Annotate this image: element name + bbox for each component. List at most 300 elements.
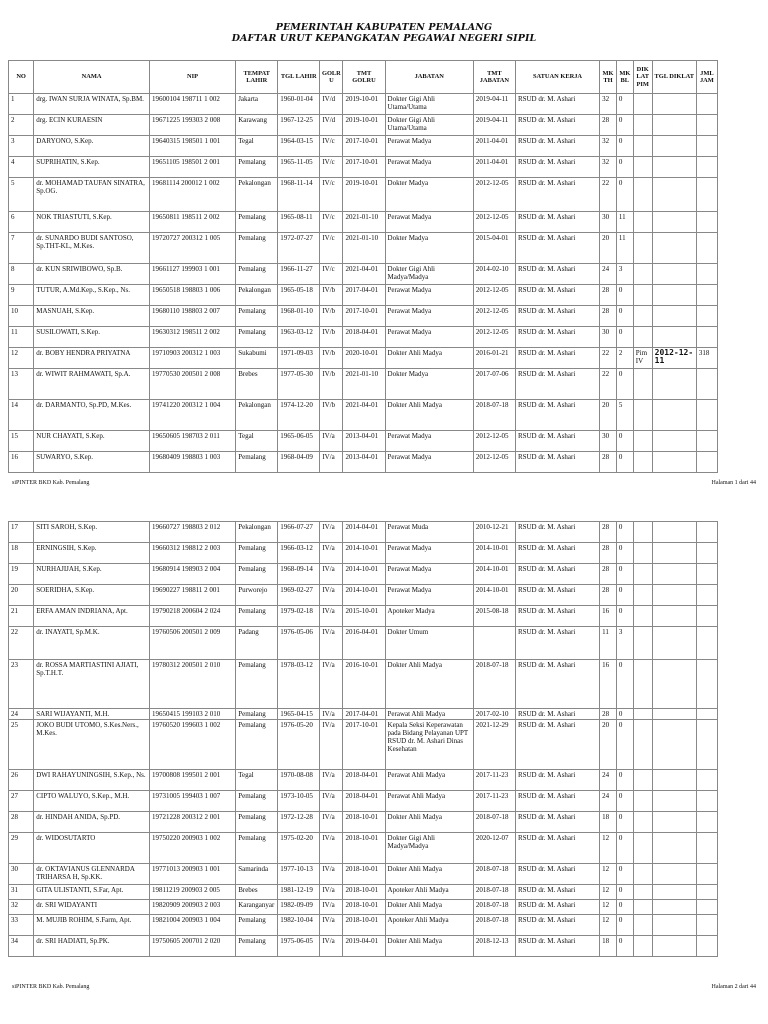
cell-mk-bl: 0 — [616, 585, 633, 606]
cell-tgl-lahir: 1982-10-04 — [278, 915, 320, 936]
cell-golru: IV/a — [320, 564, 343, 585]
cell-tgl-diklat — [652, 812, 696, 833]
cell-nip: 19651105 198501 2 001 — [149, 157, 235, 178]
cell-satuan-kerja: RSUD dr. M. Ashari — [515, 936, 599, 957]
cell-tgl-lahir: 1963-03-12 — [278, 327, 320, 348]
table-row — [9, 885, 718, 900]
cell-tgl-diklat — [652, 936, 696, 957]
cell-mk-th: 20 — [600, 233, 617, 264]
cell-tempat-lahir: Pemalang — [236, 327, 278, 348]
cell-tmt-golru: 2021-04-01 — [343, 264, 385, 285]
cell-nip: 19630312 198511 2 002 — [149, 327, 235, 348]
cell-tmt-golru: 2018-10-01 — [343, 812, 385, 833]
employee-table-page-1 — [8, 60, 718, 473]
table-row — [9, 233, 718, 264]
cell-tgl-diklat — [652, 233, 696, 264]
cell-tmt-jabatan: 2011-04-01 — [473, 157, 515, 178]
cell-tmt-golru: 2018-10-01 — [343, 915, 385, 936]
cell-tgl-lahir: 1964-03-15 — [278, 136, 320, 157]
cell-no: 18 — [9, 543, 34, 564]
table-row — [9, 306, 718, 327]
cell-tempat-lahir: Karawang — [236, 115, 278, 136]
cell-nip: 19650518 198803 1 006 — [149, 285, 235, 306]
cell-satuan-kerja: RSUD dr. M. Ashari — [515, 327, 599, 348]
cell-tgl-lahir: 1974-12-20 — [278, 400, 320, 431]
cell-no: 33 — [9, 915, 34, 936]
cell-no: 13 — [9, 369, 34, 400]
cell-no: 32 — [9, 900, 34, 915]
col-nama: NAMA — [34, 61, 150, 94]
cell-jml-jam — [696, 233, 717, 264]
cell-jml-jam — [696, 720, 717, 770]
cell-golru: IV/a — [320, 660, 343, 709]
cell-diklat-pim — [633, 709, 652, 720]
cell-tgl-diklat — [652, 864, 696, 885]
cell-tgl-diklat — [652, 115, 696, 136]
cell-golru: IV/a — [320, 936, 343, 957]
table-row — [9, 864, 718, 885]
cell-diklat-pim — [633, 400, 652, 431]
cell-tmt-jabatan: 2012-12-05 — [473, 452, 515, 473]
cell-tmt-jabatan: 2016-01-21 — [473, 348, 515, 369]
cell-tgl-diklat — [652, 212, 696, 233]
cell-nama: dr. SUNARDO BUDI SANTOSO, Sp.THT-KL, M.Kes. — [34, 233, 150, 264]
cell-mk-bl: 0 — [616, 900, 633, 915]
cell-tempat-lahir: Pemalang — [236, 915, 278, 936]
cell-tgl-diklat — [652, 885, 696, 900]
cell-diklat-pim — [633, 585, 652, 606]
cell-jabatan: Dokter Gigi Ahli Utama/Utama — [385, 94, 473, 115]
cell-satuan-kerja: RSUD dr. M. Ashari — [515, 115, 599, 136]
cell-tgl-lahir: 1977-10-13 — [278, 864, 320, 885]
col-golru: GOLR U — [320, 61, 343, 94]
document-subtitle: DAFTAR URUT KEPANGKATAN PEGAWAI NEGERI SIPIL — [231, 33, 537, 44]
cell-nama: ERFA AMAN INDRIANA, Apt. — [34, 606, 150, 627]
cell-tgl-diklat — [652, 709, 696, 720]
cell-nip: 19680914 198903 2 004 — [149, 564, 235, 585]
cell-nama: M. MUJIB ROHIM, S.Farm, Apt. — [34, 915, 150, 936]
cell-mk-bl: 0 — [616, 369, 633, 400]
cell-tgl-diklat — [652, 585, 696, 606]
cell-diklat-pim — [633, 369, 652, 400]
cell-no: 19 — [9, 564, 34, 585]
col-tmt-golru: TMT GOLRU — [343, 61, 385, 94]
cell-golru: IV/c — [320, 136, 343, 157]
col-tmt-jabatan: TMT JABATAN — [473, 61, 515, 94]
cell-mk-th: 12 — [600, 915, 617, 936]
cell-tmt-jabatan: 2012-12-05 — [473, 306, 515, 327]
cell-golru: IV/a — [320, 431, 343, 452]
cell-golru: IV/a — [320, 885, 343, 900]
cell-tempat-lahir: Samarinda — [236, 864, 278, 885]
cell-mk-bl: 2 — [616, 348, 633, 369]
table-row — [9, 264, 718, 285]
cell-tmt-jabatan: 2014-10-01 — [473, 543, 515, 564]
cell-nama: MASNUAH, S.Kep. — [34, 306, 150, 327]
col-nip: NIP — [149, 61, 235, 94]
cell-tgl-diklat — [652, 915, 696, 936]
table-row — [9, 833, 718, 864]
cell-golru: IV/a — [320, 452, 343, 473]
cell-mk-bl: 0 — [616, 136, 633, 157]
cell-mk-bl: 5 — [616, 400, 633, 431]
cell-jml-jam — [696, 285, 717, 306]
cell-satuan-kerja: RSUD dr. M. Ashari — [515, 94, 599, 115]
cell-nama: drg. ECIN KURAESIN — [34, 115, 150, 136]
cell-satuan-kerja: RSUD dr. M. Ashari — [515, 564, 599, 585]
table-row — [9, 452, 718, 473]
cell-golru: IV/a — [320, 833, 343, 864]
cell-diklat-pim — [633, 306, 652, 327]
cell-mk-bl: 11 — [616, 212, 633, 233]
cell-tmt-golru: 2016-10-01 — [343, 660, 385, 709]
cell-satuan-kerja: RSUD dr. M. Ashari — [515, 660, 599, 709]
table-row — [9, 543, 718, 564]
cell-tempat-lahir: Pekalongan — [236, 178, 278, 212]
cell-mk-th: 28 — [600, 709, 617, 720]
col-tgl-lahir: TGL LAHIR — [278, 61, 320, 94]
cell-mk-th: 20 — [600, 720, 617, 770]
cell-diklat-pim — [633, 327, 652, 348]
cell-no: 26 — [9, 770, 34, 791]
cell-tgl-diklat — [652, 264, 696, 285]
cell-tmt-golru: 2018-04-01 — [343, 327, 385, 348]
cell-tempat-lahir: Sukabumi — [236, 348, 278, 369]
cell-tgl-lahir: 1975-02-20 — [278, 833, 320, 864]
cell-satuan-kerja: RSUD dr. M. Ashari — [515, 264, 599, 285]
cell-mk-th: 28 — [600, 522, 617, 543]
cell-jml-jam — [696, 431, 717, 452]
cell-mk-bl: 0 — [616, 720, 633, 770]
cell-tmt-golru: 2016-04-01 — [343, 627, 385, 660]
cell-no: 25 — [9, 720, 34, 770]
cell-diklat-pim — [633, 660, 652, 709]
cell-tmt-golru: 2013-04-01 — [343, 452, 385, 473]
cell-nip: 19681114 200012 1 002 — [149, 178, 235, 212]
cell-jabatan: Dokter Ahli Madya — [385, 812, 473, 833]
table-row — [9, 115, 718, 136]
cell-tmt-golru: 2017-10-01 — [343, 720, 385, 770]
cell-diklat-pim — [633, 136, 652, 157]
cell-nip: 19821004 200903 1 004 — [149, 915, 235, 936]
cell-tmt-jabatan: 2018-07-18 — [473, 864, 515, 885]
cell-jml-jam — [696, 627, 717, 660]
cell-nama: dr. SRI HADIATI, Sp.PK. — [34, 936, 150, 957]
cell-golru: IV/a — [320, 720, 343, 770]
cell-tgl-lahir: 1960-01-04 — [278, 94, 320, 115]
cell-nama: JOKO BUDI UTOMO, S.Kes.Ners., M.Kes. — [34, 720, 150, 770]
cell-nama: NURHAJIJAH, S.Kep. — [34, 564, 150, 585]
footer-source: siPINTER BKD Kab. Pemalang — [12, 984, 90, 990]
cell-mk-bl: 0 — [616, 522, 633, 543]
cell-jml-jam — [696, 936, 717, 957]
cell-tempat-lahir: Pemalang — [236, 233, 278, 264]
cell-nama: dr. HINDAH ANIDA, Sp.PD. — [34, 812, 150, 833]
footer-source: siPINTER BKD Kab. Pemalang — [12, 480, 90, 486]
cell-tgl-lahir: 1968-01-10 — [278, 306, 320, 327]
cell-diklat-pim — [633, 543, 652, 564]
cell-mk-bl: 0 — [616, 452, 633, 473]
cell-jml-jam — [696, 327, 717, 348]
cell-tmt-golru: 2021-04-01 — [343, 400, 385, 431]
cell-tmt-jabatan: 2015-08-18 — [473, 606, 515, 627]
cell-jabatan: Dokter Ahli Madya — [385, 348, 473, 369]
cell-mk-bl: 0 — [616, 543, 633, 564]
cell-mk-th: 28 — [600, 564, 617, 585]
cell-mk-th: 12 — [600, 864, 617, 885]
cell-mk-bl: 0 — [616, 306, 633, 327]
cell-jml-jam — [696, 812, 717, 833]
cell-jabatan: Dokter Madya — [385, 369, 473, 400]
cell-tgl-diklat: 2012-12-11 — [652, 348, 696, 369]
cell-diklat-pim — [633, 212, 652, 233]
cell-no: 5 — [9, 178, 34, 212]
cell-mk-th: 24 — [600, 264, 617, 285]
cell-jml-jam — [696, 157, 717, 178]
cell-jabatan: Dokter Ahli Madya — [385, 900, 473, 915]
cell-tmt-golru: 2013-04-01 — [343, 431, 385, 452]
cell-no: 10 — [9, 306, 34, 327]
cell-tmt-golru: 2014-10-01 — [343, 564, 385, 585]
cell-tgl-diklat — [652, 94, 696, 115]
cell-jabatan: Dokter Ahli Madya — [385, 936, 473, 957]
cell-tmt-golru: 2018-04-01 — [343, 791, 385, 812]
cell-mk-bl: 0 — [616, 812, 633, 833]
table-row — [9, 369, 718, 400]
cell-nip: 19760506 200501 2 009 — [149, 627, 235, 660]
table-row — [9, 327, 718, 348]
cell-mk-bl: 0 — [616, 770, 633, 791]
cell-tgl-lahir: 1972-07-27 — [278, 233, 320, 264]
cell-jabatan: Perawat Madya — [385, 431, 473, 452]
cell-jml-jam — [696, 915, 717, 936]
cell-nama: NUR CHAYATI, S.Kep. — [34, 431, 150, 452]
cell-no: 30 — [9, 864, 34, 885]
cell-no: 31 — [9, 885, 34, 900]
cell-tmt-golru: 2017-04-01 — [343, 709, 385, 720]
cell-jabatan: Dokter Gigi Ahli Utama/Utama — [385, 115, 473, 136]
cell-mk-bl: 0 — [616, 94, 633, 115]
cell-tmt-golru: 2017-10-01 — [343, 306, 385, 327]
cell-golru: IV/c — [320, 212, 343, 233]
cell-mk-th: 22 — [600, 348, 617, 369]
cell-golru: IV/a — [320, 812, 343, 833]
table-row — [9, 936, 718, 957]
cell-nip: 19741220 200312 1 004 — [149, 400, 235, 431]
cell-nama: dr. WIDOSUTARTO — [34, 833, 150, 864]
cell-jabatan: Dokter Umum — [385, 627, 473, 660]
cell-nip: 19690227 198811 2 001 — [149, 585, 235, 606]
cell-tmt-golru: 2017-04-01 — [343, 285, 385, 306]
table-row — [9, 564, 718, 585]
cell-jabatan: Perawat Ahli Madya — [385, 770, 473, 791]
cell-mk-th: 18 — [600, 936, 617, 957]
cell-tgl-lahir: 1966-07-27 — [278, 522, 320, 543]
cell-satuan-kerja: RSUD dr. M. Ashari — [515, 452, 599, 473]
cell-jabatan: Dokter Gigi Ahli Madya/Madya — [385, 833, 473, 864]
cell-nama: DWI RAHAYUNINGSIH, S.Kep., Ns. — [34, 770, 150, 791]
cell-mk-th: 30 — [600, 431, 617, 452]
cell-tmt-golru: 2019-10-01 — [343, 115, 385, 136]
table-row — [9, 94, 718, 115]
cell-mk-th: 11 — [600, 627, 617, 660]
cell-no: 6 — [9, 212, 34, 233]
cell-jml-jam — [696, 864, 717, 885]
table-row — [9, 212, 718, 233]
table-header — [9, 61, 718, 94]
cell-mk-th: 30 — [600, 212, 617, 233]
cell-tmt-jabatan: 2017-02-10 — [473, 709, 515, 720]
cell-mk-th: 32 — [600, 94, 617, 115]
cell-nip: 19710903 200312 1 003 — [149, 348, 235, 369]
col-mk-bl: MK BL — [616, 61, 633, 94]
cell-diklat-pim — [633, 627, 652, 660]
cell-diklat-pim — [633, 936, 652, 957]
cell-no: 29 — [9, 833, 34, 864]
cell-jabatan: Perawat Madya — [385, 157, 473, 178]
cell-tgl-lahir: 1969-02-27 — [278, 585, 320, 606]
cell-jabatan: Dokter Madya — [385, 233, 473, 264]
cell-jabatan: Dokter Ahli Madya — [385, 864, 473, 885]
cell-satuan-kerja: RSUD dr. M. Ashari — [515, 212, 599, 233]
cell-golru: IV/c — [320, 264, 343, 285]
cell-tempat-lahir: Brebes — [236, 369, 278, 400]
table-row — [9, 812, 718, 833]
cell-nip: 19671225 199303 2 008 — [149, 115, 235, 136]
cell-jml-jam: 318 — [696, 348, 717, 369]
cell-tgl-diklat — [652, 770, 696, 791]
cell-satuan-kerja: RSUD dr. M. Ashari — [515, 157, 599, 178]
cell-jml-jam — [696, 178, 717, 212]
cell-golru: IV/a — [320, 627, 343, 660]
table-row — [9, 709, 718, 720]
cell-nama: NOK TRIASTUTI, S.Kep. — [34, 212, 150, 233]
cell-golru: IV/b — [320, 285, 343, 306]
cell-tmt-golru: 2014-10-01 — [343, 543, 385, 564]
cell-tempat-lahir: Pemalang — [236, 709, 278, 720]
cell-tgl-diklat — [652, 136, 696, 157]
cell-tgl-lahir: 1965-04-15 — [278, 709, 320, 720]
cell-diklat-pim — [633, 522, 652, 543]
cell-nip: 19680409 198803 1 003 — [149, 452, 235, 473]
cell-mk-th: 28 — [600, 115, 617, 136]
cell-jabatan: Perawat Madya — [385, 452, 473, 473]
cell-tmt-jabatan: 2012-12-05 — [473, 212, 515, 233]
cell-jml-jam — [696, 115, 717, 136]
table-row — [9, 606, 718, 627]
cell-mk-bl: 0 — [616, 864, 633, 885]
cell-nip: 19721228 200312 2 001 — [149, 812, 235, 833]
cell-tempat-lahir: Padang — [236, 627, 278, 660]
cell-golru: IV/b — [320, 369, 343, 400]
cell-no: 4 — [9, 157, 34, 178]
cell-jabatan: Perawat Madya — [385, 585, 473, 606]
cell-nip: 19731005 199403 1 007 — [149, 791, 235, 812]
cell-nama: dr. ROSSA MARTIASTINI AJIATI, Sp.T.H.T. — [34, 660, 150, 709]
col-tempat-lahir: TEMPAT LAHIR — [236, 61, 278, 94]
cell-nama: dr. KUN SRIWIBOWO, Sp.B. — [34, 264, 150, 285]
cell-tempat-lahir: Tegal — [236, 431, 278, 452]
cell-tempat-lahir: Pemalang — [236, 660, 278, 709]
cell-diklat-pim: Pim IV — [633, 348, 652, 369]
cell-diklat-pim — [633, 720, 652, 770]
cell-tmt-jabatan: 2018-07-18 — [473, 660, 515, 709]
cell-mk-bl: 0 — [616, 915, 633, 936]
cell-tempat-lahir: Pemalang — [236, 543, 278, 564]
cell-nama: SOERIDHA, S.Kep. — [34, 585, 150, 606]
cell-satuan-kerja: RSUD dr. M. Ashari — [515, 306, 599, 327]
cell-golru: IV/a — [320, 915, 343, 936]
cell-tmt-jabatan: 2015-04-01 — [473, 233, 515, 264]
cell-nip: 19680110 198803 2 007 — [149, 306, 235, 327]
cell-satuan-kerja: RSUD dr. M. Ashari — [515, 233, 599, 264]
cell-nip: 19660312 198812 2 003 — [149, 543, 235, 564]
cell-no: 23 — [9, 660, 34, 709]
cell-golru: IV/c — [320, 178, 343, 212]
cell-nip: 19750605 200701 2 020 — [149, 936, 235, 957]
cell-tempat-lahir: Pekalongan — [236, 400, 278, 431]
cell-nip: 19660727 198803 2 012 — [149, 522, 235, 543]
cell-mk-th: 18 — [600, 812, 617, 833]
cell-golru: IV/a — [320, 585, 343, 606]
col-jabatan: JABATAN — [385, 61, 473, 94]
cell-jml-jam — [696, 94, 717, 115]
cell-tgl-lahir: 1968-04-09 — [278, 452, 320, 473]
cell-nip: 19770530 200501 2 008 — [149, 369, 235, 400]
cell-mk-th: 32 — [600, 136, 617, 157]
cell-jml-jam — [696, 660, 717, 709]
cell-mk-th: 30 — [600, 327, 617, 348]
cell-jml-jam — [696, 369, 717, 400]
table-row — [9, 770, 718, 791]
cell-nama: dr. SRI WIDAYANTI — [34, 900, 150, 915]
table-row — [9, 348, 718, 369]
cell-golru: IV/a — [320, 770, 343, 791]
cell-tgl-diklat — [652, 400, 696, 431]
cell-nama: CIPTO WALUYO, S.Kep., M.H. — [34, 791, 150, 812]
cell-tgl-lahir: 1968-09-14 — [278, 564, 320, 585]
cell-jabatan: Dokter Ahli Madya — [385, 400, 473, 431]
cell-diklat-pim — [633, 770, 652, 791]
cell-tempat-lahir: Pemalang — [236, 264, 278, 285]
cell-tgl-diklat — [652, 285, 696, 306]
cell-tgl-lahir: 1976-05-20 — [278, 720, 320, 770]
cell-satuan-kerja: RSUD dr. M. Ashari — [515, 369, 599, 400]
cell-tgl-diklat — [652, 178, 696, 212]
cell-nama: dr. MOHAMAD TAUFAN SINATRA, Sp.OG. — [34, 178, 150, 212]
cell-tmt-golru: 2018-10-01 — [343, 833, 385, 864]
cell-tgl-lahir: 1971-09-03 — [278, 348, 320, 369]
cell-nama: dr. WIWIT RAHMAWATI, Sp.A. — [34, 369, 150, 400]
cell-tmt-jabatan: 2011-04-01 — [473, 136, 515, 157]
cell-tgl-lahir: 1965-08-11 — [278, 212, 320, 233]
cell-tgl-diklat — [652, 720, 696, 770]
table-row — [9, 431, 718, 452]
table-row — [9, 136, 718, 157]
cell-tgl-lahir: 1979-02-18 — [278, 606, 320, 627]
cell-tmt-golru: 2018-10-01 — [343, 864, 385, 885]
cell-diklat-pim — [633, 564, 652, 585]
cell-diklat-pim — [633, 864, 652, 885]
table-row — [9, 522, 718, 543]
cell-jabatan: Apoteker Ahli Madya — [385, 885, 473, 900]
cell-jml-jam — [696, 709, 717, 720]
cell-diklat-pim — [633, 285, 652, 306]
cell-golru: IV/a — [320, 791, 343, 812]
cell-nama: SUWARYO, S.Kep. — [34, 452, 150, 473]
cell-jml-jam — [696, 522, 717, 543]
cell-satuan-kerja: RSUD dr. M. Ashari — [515, 627, 599, 660]
